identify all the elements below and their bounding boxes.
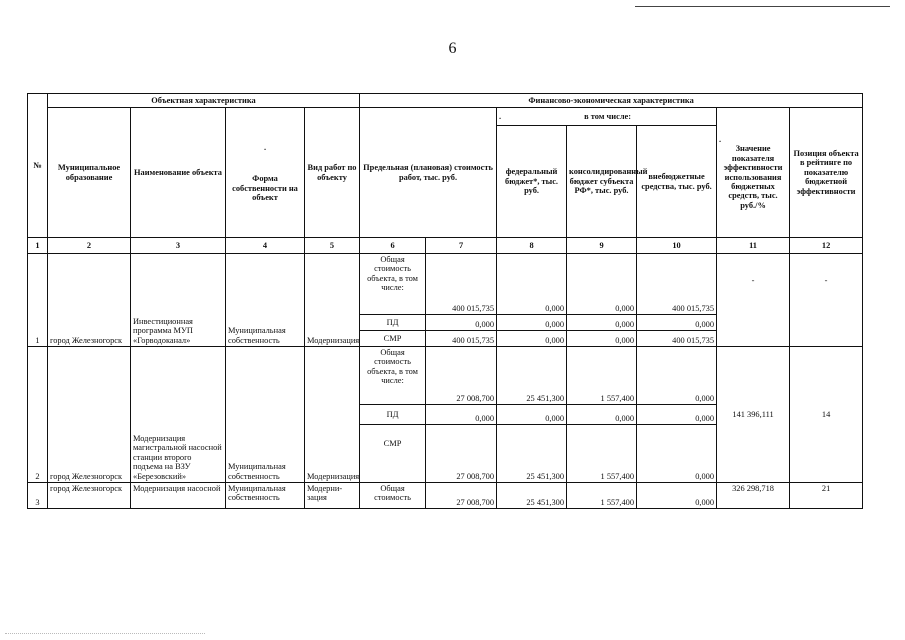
object-name-cell: Модернизация магистральной насосной станции второго подъема на ВЗУ «Березовский» bbox=[131, 347, 226, 483]
cost-line-label: Общая стоимость bbox=[360, 483, 426, 509]
header-ownership-label: Форма собственности на объект bbox=[232, 174, 298, 202]
row-number: 1 bbox=[28, 254, 48, 347]
work-type-cell: Модернизация bbox=[305, 254, 360, 347]
rating-cell: - bbox=[790, 254, 863, 347]
col-number: 3 bbox=[131, 238, 226, 254]
col-number: 10 bbox=[637, 238, 717, 254]
extrabudget-cell: 0,000 bbox=[637, 405, 717, 425]
col-number: 12 bbox=[790, 238, 863, 254]
header-ownership bbox=[226, 108, 305, 238]
efficiency-cell: - bbox=[717, 254, 790, 347]
municipality-cell: город Железногорск bbox=[48, 347, 131, 483]
municipality-cell: город Железногорск bbox=[48, 483, 131, 509]
consolidated-cell: 0,000 bbox=[567, 254, 637, 315]
rating-cell: 14 bbox=[790, 347, 863, 483]
object-name-cell: Модернизация насосной bbox=[131, 483, 226, 509]
col-number: 4 bbox=[226, 238, 305, 254]
extrabudget-cell: 0,000 bbox=[637, 315, 717, 331]
header-work-type: Вид работ по объекту bbox=[305, 108, 360, 238]
consolidated-cell: 1 557,400 bbox=[567, 483, 637, 509]
extrabudget-cell: 0,000 bbox=[637, 425, 717, 483]
efficiency-cell: 141 396,111 bbox=[717, 347, 790, 483]
federal-cell: 0,000 bbox=[497, 315, 567, 331]
header-dot: . bbox=[499, 111, 502, 121]
column-number-row bbox=[28, 238, 863, 254]
header-federal: федеральный бюджет*, тыс. руб. bbox=[497, 126, 567, 238]
cost-line-label: ПД bbox=[360, 405, 426, 425]
col-number: 8 bbox=[497, 238, 567, 254]
cost-line-label: СМР bbox=[360, 425, 426, 483]
header-object-name: Наименование объекта bbox=[131, 108, 226, 238]
col-number: 11 bbox=[717, 238, 790, 254]
header-including-label: в том числе: bbox=[584, 111, 632, 121]
col-number: 1 bbox=[28, 238, 48, 254]
header-finance-group: Финансово-экономическая характеристика bbox=[360, 94, 863, 108]
data-table bbox=[27, 93, 863, 509]
federal-cell: 25 451,300 bbox=[497, 483, 567, 509]
bottom-scan-line bbox=[5, 633, 205, 634]
object-name-cell: Инвестиционная программа МУП «Горводоканал» bbox=[131, 254, 226, 347]
cost-line-label: Общая стоимость объекта, в том числе: bbox=[360, 347, 426, 405]
col-number: 9 bbox=[567, 238, 637, 254]
cost-line-label: ПД bbox=[360, 315, 426, 331]
total-cost-cell: 27 008,700 bbox=[426, 347, 497, 405]
consolidated-cell: 0,000 bbox=[567, 331, 637, 347]
rating-cell: 21 bbox=[790, 483, 863, 509]
row-number: 3 bbox=[28, 483, 48, 509]
cost-line-label: Общая стоимость объекта, в том числе: bbox=[360, 254, 426, 315]
header-object-group: Объектная характеристика bbox=[48, 94, 360, 108]
ownership-cell: Муниципальная собственность bbox=[226, 254, 305, 347]
consolidated-cell: 1 557,400 bbox=[567, 425, 637, 483]
header-rating: Позиция объекта в рейтинге по показателю бюджетной эффективности bbox=[790, 108, 863, 238]
table-row bbox=[28, 483, 863, 509]
total-cost-cell: 400 015,735 bbox=[426, 254, 497, 315]
federal-cell: 25 451,300 bbox=[497, 347, 567, 405]
header-dot: . bbox=[719, 134, 722, 144]
extrabudget-cell: 0,000 bbox=[637, 347, 717, 405]
total-cost-cell: 27 008,700 bbox=[426, 425, 497, 483]
total-cost-cell: 0,000 bbox=[426, 315, 497, 331]
header-consolidated: консолидированный бюджет субъекта РФ*, тыс. руб. bbox=[567, 126, 637, 238]
consolidated-cell: 0,000 bbox=[567, 405, 637, 425]
page-number: 6 bbox=[448, 40, 457, 57]
header-limit-cost: Предельная (плановая) стоимость работ, тыс. руб. bbox=[360, 108, 497, 238]
header-row-2 bbox=[28, 108, 863, 126]
ownership-cell: Муниципальная собственность bbox=[226, 483, 305, 509]
col-number: 2 bbox=[48, 238, 131, 254]
total-cost-cell: 400 015,735 bbox=[426, 331, 497, 347]
cost-line-label: СМР bbox=[360, 331, 426, 347]
row-number: 2 bbox=[28, 347, 48, 483]
top-rule bbox=[635, 6, 890, 7]
consolidated-cell: 0,000 bbox=[567, 315, 637, 331]
table-row bbox=[28, 254, 863, 315]
extrabudget-cell: 0,000 bbox=[637, 483, 717, 509]
work-type-cell: Модернизация bbox=[305, 347, 360, 483]
header-extrabudget: внебюджетные средства, тыс. руб. bbox=[637, 126, 717, 238]
total-cost-cell: 0,000 bbox=[426, 405, 497, 425]
col-number: 6 bbox=[360, 238, 426, 254]
header-efficiency bbox=[717, 108, 790, 238]
header-including bbox=[497, 108, 717, 126]
header-municipality: Муниципальное образование bbox=[48, 108, 131, 238]
municipality-cell: город Железногорск bbox=[48, 254, 131, 347]
extrabudget-cell: 400 015,735 bbox=[637, 331, 717, 347]
work-type-cell: Модерни-зация bbox=[305, 483, 360, 509]
total-cost-cell: 27 008,700 bbox=[426, 483, 497, 509]
federal-cell: 25 451,300 bbox=[497, 425, 567, 483]
federal-cell: 0,000 bbox=[497, 331, 567, 347]
header-row-1 bbox=[28, 94, 863, 108]
federal-cell: 0,000 bbox=[497, 254, 567, 315]
ownership-cell: Муниципальная собственность bbox=[226, 347, 305, 483]
header-dot: . bbox=[263, 142, 267, 152]
federal-cell: 0,000 bbox=[497, 405, 567, 425]
col-number: 7 bbox=[426, 238, 497, 254]
table-row bbox=[28, 347, 863, 405]
header-num: № bbox=[28, 94, 48, 238]
extrabudget-cell: 400 015,735 bbox=[637, 254, 717, 315]
header-efficiency-label: Значение показателя эффективности использования бюджетных средств, тыс. руб./% bbox=[723, 144, 783, 210]
col-number: 5 bbox=[305, 238, 360, 254]
efficiency-cell: 326 298,718 bbox=[717, 483, 790, 509]
consolidated-cell: 1 557,400 bbox=[567, 347, 637, 405]
